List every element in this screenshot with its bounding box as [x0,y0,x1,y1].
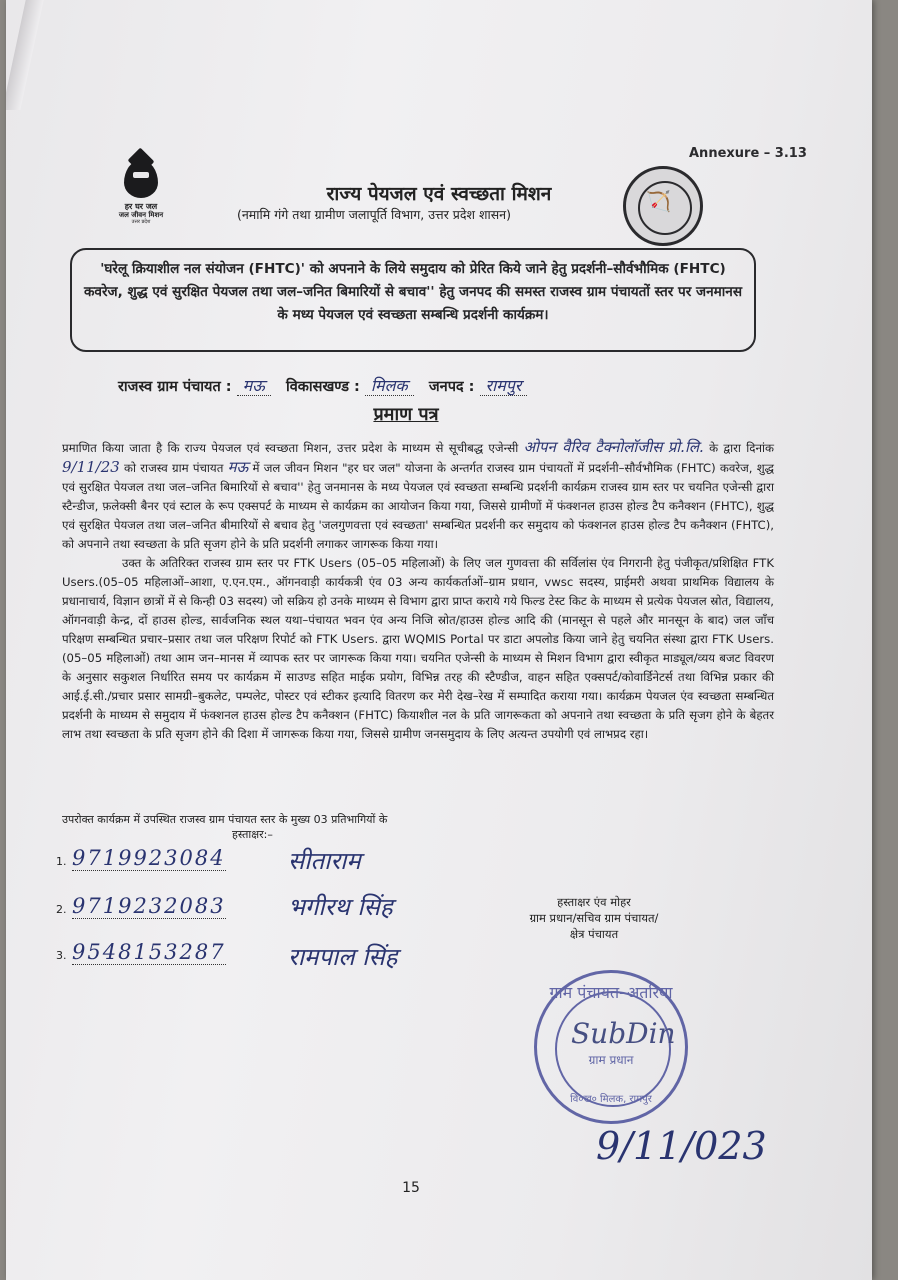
body-p1-c: को राजस्व ग्राम पंचायत [124,461,224,475]
participant-index: 2. [56,903,67,916]
pradhan-signature: SubDin [571,1017,676,1050]
annexure-label: Annexure – 3.13 [689,146,807,161]
participant-signature: सीताराम [288,847,361,875]
district-value: रामपुर [480,376,528,396]
participants-intro [62,812,482,842]
date-handwritten: 9/11/23 [62,458,120,476]
participants-signature-label: हस्ताक्षर:– [232,828,273,841]
logo-line-1: हर घर जल [124,202,158,211]
panchayat-stamp [534,970,688,1124]
body-p1-b: के द्वारा दिनांक [709,441,775,455]
participants-intro-text: उपरोक्त कार्यक्रम में उपस्थित राजस्व ग्राम पंचायत स्तर के मुख्य 03 प्रतिभागियों के [62,813,388,826]
participant-index: 3. [56,949,67,962]
village-handwritten: मऊ [227,458,249,476]
participant-index: 1. [56,855,67,868]
stamp-role-text: ग्राम प्रधान [588,1053,634,1067]
panchayat-value: मऊ [237,376,271,396]
certificate-title: प्रमाण पत्र [373,404,439,425]
participant-row [56,894,226,918]
participant-phone: 9719923084 [72,846,226,870]
body-p1-d: में जल जीवन मिशन "हर घर जल" योजना के अन्तर्गत राजस्व ग्राम पंचायतों में प्रदर्शनी–सौर्वभौमिक (FHTC) कवरेज, शुद्ध एवं सुरक्षित पेयजल तथा जल–जनित बिमारियों से बचाव'' हेतु जनमानस के मध्य पेयजल एवं स्वच्छता सम्बन्धि प्रदर्शनी कार्यक्रम राजस्व ग्राम स्तर पर चयनित एजेन्सी द्वारा स्टैन्डीज, फ़लेक्सी बैनर एवं स्टाल के रूप एक्सपर्ट के माध्यम से कार्यक्रम का आयोजन किया गया, जिससे ग्रामीणों में फंक्शनल हाउस होल्ड टैप कनैक्शन (FHTC), शुद्ध एवं सुरक्षित पेयजल तथा जल–जनित बीमारियों से बचाव हेतु 'जलगुणवत्ता एवं स्वच्छता' सम्बन्धित प्रदर्शनी कर समुदाय को फंक्शनल हाउस होल्ड टैप कनैक्शन (FHTC), को अपनाने तथा स्वच्छता के प्रति सृजग होने के प्रति प्रदर्शनी लगाकर जागरूक किया गया। [62,461,774,551]
body-paragraph-1 [62,438,774,554]
stamp-top-text: ग्राम पंचायत–अतरिया [549,983,673,1002]
signatory-line-2: ग्राम प्रधान/सचिव ग्राम पंचायत/ [529,911,659,925]
signatory-caption [494,894,694,942]
district-label: जनपद : [428,379,475,395]
location-line [118,374,527,396]
certificate-body [62,438,774,744]
program-title-text: 'घरेलू क्रियाशील नल संयोजन (FHTC)' को अपनाने के लिये समुदाय को प्रेरित किये जाने हेतु प्रदर्शनी–सौर्वभौमिक (FHTC) कवरेज, शुद्ध एवं सुरक्षित पेयजल तथा जल–जनित बिमारियों से बचाव'' हेतु जनपद की समस्त राजस्व ग्राम पंचायतों स्तर पर जनमानस के मध्य पेयजल एवं स्वच्छता सम्बन्धि प्रदर्शनी कार्यक्रम। [83,261,743,323]
participant-row [56,940,226,964]
body-paragraph-2: उक्त के अतिरिक्त राजस्व ग्राम स्तर पर FTK Users (05–05 महिलाओं) के लिए जल गुणवत्ता की सर्विलांस एंव निगरानी हेतु पंजीकृत/प्रशिक्षित FTK Users.(05–05 महिलाओं–आशा, ए.एन.एम., ऑगनवाड़ी कार्यकत्री एंव 03 अन्य कार्यकर्ताओं–ग्राम प्रधान, vwsc सदस्य, प्राईमरी अथवा प्राथमिक विद्यालय के प्रधानाचार्य, विज्ञान छात्रों में से किन्ही 03 सदस्य) जो सक्रिय हो उनके माध्यम से विभाग द्वारा प्राप्त कराये गये फिल्ड टेस्ट किट के माध्यम से प्रत्येक पेयजल स्रोत, विद्यालय, ऑगनवाड़ी केन्द्र, दों हाउस होल्ड, सार्वजनिक स्थल यथा–पंचायत भवन एंव अन्य निजि स्रोत/हाउस होल्ड आदि की (मानसून से पहले और मानसून के बाद) जल जाँच परिक्षण सम्बन्धित प्रचार–प्रसार तथा जल परिक्षण रिपोर्ट को FTK Users. द्वारा WQMIS Portal पर डाटा अपलोड किया जाने हेतु चयनित संस्था द्वारा FTK Users.(05–05 महिलाओं) तथा आम जन–मानस में व्यापक स्तर पर जागरूक किया गया। चयनित एजेन्सी के माध्यम से मिशन विभाग द्वारा स्वीकृत माड्यूल/व्यय बजट विवरण के अनुसार सकुशल निर्धारित समय पर कार्यक्रम में साउण्ड सहित माईक प्रयोग, विभिन्न तरह की स्टैण्डीज, वाहन सहित एक्सपर्ट/कोवार्डिनेटर्स तथा विभिन्न प्रकार की आई.ई.सी./प्रचार प्रसार सामग्री–बुकलेट, पम्पलेट, पोस्टर एवं स्टीकर इत्यादि वितरण कर मेरी देख–रेख में सम्पादित कराया गया। कार्यक्रम पेयजल एंव स्वच्छता सम्बन्धित प्रदर्शनी के माध्यम से समुदाय में फंक्शनल हाउस होल्ड टैप कनैक्शन (FHTC) कियाशील नल के प्रति जागरूकता को अपनाने तथा स्वच्छता के प्रति सृजग होने के बेहतर लाभ तथा स्वच्छता के प्रति सृजग होने की दिशा में जागरूक किया गया, जिससे ग्रामीण जनसमुदाय के लिए अत्यन्त उपयोगी एवं लाभप्रद रहा। [62,556,774,741]
signatory-line-1: हस्ताक्षर एंव मोहर [557,895,631,909]
program-title-box [70,248,756,352]
agency-name-handwritten: ओपन वैरिव टैक्नोलॉजीस [523,438,663,456]
agency-suffix-handwritten: प्रो.लि. [667,438,704,456]
body-p1-a: प्रमाणित किया जाता है कि राज्य पेयजल एवं स्वच्छता मिशन, उत्तर प्रदेश के माध्यम से सूचीबद्ध एजेन्सी [62,441,519,455]
handwritten-date: 9/11/023 [596,1124,767,1168]
block-value: मिलक [365,376,414,396]
panchayat-label: राजस्व ग्राम पंचायत : [118,379,232,395]
block-label: विकासखण्ड : [285,379,360,395]
participant-phone: 9719232083 [72,894,226,918]
participant-row [56,846,226,870]
logo-line-2: जल जीवन मिशन [118,211,164,219]
stamp-bottom-text: वि०ख० मिलक, रामपुर [570,1094,652,1105]
mission-title: राज्य पेयजल एवं स्वच्छता मिशन [326,183,552,205]
logo-line-3: उत्तर प्रदेश [131,219,151,225]
participant-signature: रामपाल सिंह [288,943,398,971]
document-page [6,0,872,1280]
page-number: 15 [402,1180,420,1196]
participant-phone: 9548153287 [72,940,226,964]
page-fold [6,0,44,110]
seal-emblem-icon: 🏹 [646,189,671,213]
mission-subtitle: (नमामि गंगे तथा ग्रामीण जलापूर्ति विभाग, उत्तर प्रदेश शासन) [236,207,511,222]
participant-signature: भगीरथ सिंह [288,893,393,921]
signatory-line-3: क्षेत्र पंचायत [569,927,619,941]
